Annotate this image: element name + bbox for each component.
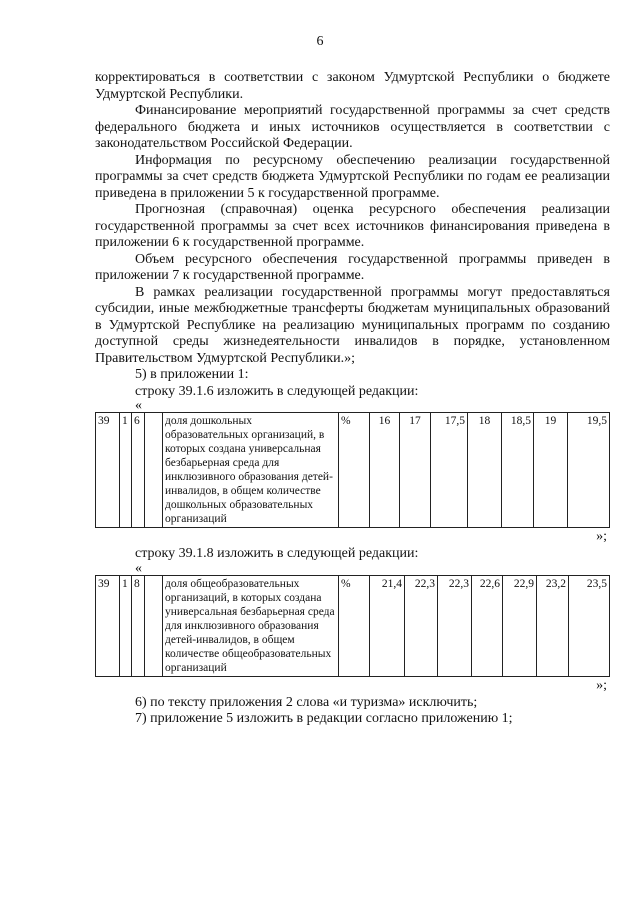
paragraph-subsidies: В рамках реализации государственной программы могут предоставляться субсидии, иные межбюджетные трансферты бюджетам муниципальных образований в Удмуртской Республике на реализацию муниципальных программ по созданию доступной среды жизнедеятельности инвалидов в порядке, установленном Правительством Удмуртской Республики.»; — [95, 284, 610, 366]
cell-code-1: 39 — [96, 413, 120, 528]
paragraph-resource-info: Информация по ресурсному обеспечению реализации государственной программы за счет средств бюджета Удмуртской Республики по годам ее реализации приведена в приложении 5 к государственной программе. — [95, 152, 610, 201]
cell-value: 17,5 — [431, 413, 468, 528]
cell-code-4 — [145, 413, 163, 528]
table-row — [96, 575, 610, 676]
table-row — [96, 413, 610, 528]
cell-value: 18 — [468, 413, 502, 528]
paragraph-federal-financing: Финансирование мероприятий государственной программы за счет средств федерального бюджета и иных источников осуществляется в соответствии с законодательством Российской Федерации. — [95, 103, 610, 151]
cell-indicator-name: доля дошкольных образовательных организаций, в которых создана универсальная безбарьерная среда для инклюзивного образования детей-инвалидов, в общем количестве дошкольных образовательных организаций — [163, 413, 339, 528]
list-item-7: 7) приложение 5 изложить в редакции согласно приложению 1; — [135, 711, 513, 726]
cell-code-2: 1 — [120, 413, 132, 528]
page-number: 6 — [316, 34, 324, 49]
row1-quote-open: « — [135, 398, 142, 413]
paragraph-continuation: корректироваться в соответствии с законом Удмуртской Республики о бюджете Удмуртской Республики. — [95, 70, 610, 102]
cell-value: 23,5 — [569, 575, 610, 676]
cell-code-1: 39 — [96, 575, 120, 676]
row2-quote-open: « — [135, 560, 142, 576]
cell-value: 22,3 — [405, 575, 438, 676]
indicator-table-39-1-8 — [95, 575, 610, 677]
cell-unit: % — [339, 575, 370, 676]
cell-value: 21,4 — [370, 575, 405, 676]
row2-quote-close: »; — [596, 677, 607, 693]
cell-unit: % — [339, 413, 370, 528]
paragraph-resource-volume: Объем ресурсного обеспечения государственной программы приведен в приложении 7 к государственной программе. — [95, 251, 610, 283]
cell-code-4 — [145, 575, 163, 676]
cell-code-3: 6 — [132, 413, 145, 528]
indicator-table-39-1-6 — [95, 412, 610, 528]
paragraph-forecast-estimate: Прогнозная (справочная) оценка ресурсного обеспечения реализации государственной программы за счет всех источников финансирования приведена в приложении 6 к государственной программе. — [95, 202, 610, 250]
row1-quote-close: »; — [596, 529, 607, 544]
row1-intro: строку 39.1.6 изложить в следующей редакции: — [135, 383, 419, 399]
cell-value: 22,9 — [503, 575, 537, 676]
row2-intro: строку 39.1.8 изложить в следующей редакции: — [135, 546, 419, 561]
cell-value: 19 — [534, 413, 568, 528]
cell-value: 22,6 — [472, 575, 503, 676]
cell-value: 18,5 — [502, 413, 534, 528]
cell-code-3: 8 — [132, 575, 145, 676]
cell-code-2: 1 — [120, 575, 132, 676]
cell-value: 17 — [400, 413, 431, 528]
list-item-6: 6) по тексту приложения 2 слова «и туризма» исключить; — [135, 694, 478, 710]
cell-value: 23,2 — [537, 575, 569, 676]
document-body — [95, 70, 610, 728]
cell-indicator-name: доля общеобразовательных организаций, в которых создана универсальная безбарьерная среда для инклюзивного образования детей-инвалидов, в общем количестве общеобразовательных организаций — [163, 575, 339, 676]
cell-value: 16 — [370, 413, 400, 528]
list-item-5: 5) в приложении 1: — [135, 367, 249, 382]
cell-value: 19,5 — [568, 413, 610, 528]
cell-value: 22,3 — [438, 575, 472, 676]
